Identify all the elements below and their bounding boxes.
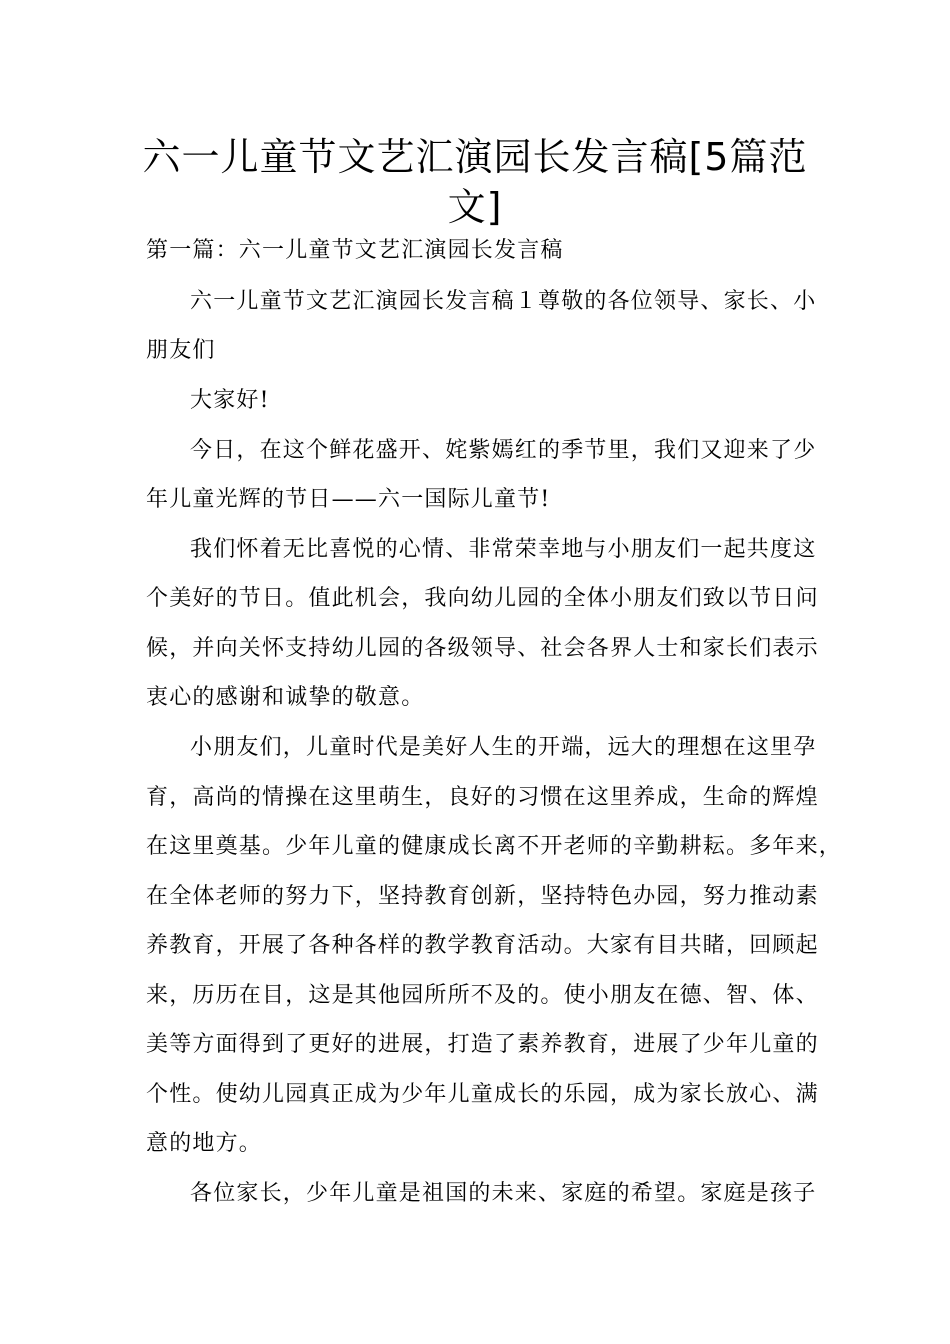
paragraph-line: 年儿童光辉的节日——六一国际儿童节! bbox=[146, 487, 551, 512]
paragraph-line: 养教育，开展了各种各样的教学教育活动。大家有目共睹，回顾起 bbox=[146, 933, 819, 958]
paragraph-line: 在全体老师的努力下，坚持教育创新，坚持特色办园，努力推动素 bbox=[146, 884, 819, 909]
paragraph-line: 个美好的节日。值此机会，我向幼儿园的全体小朋友们致以节日问 bbox=[146, 586, 819, 611]
section-heading: 第一篇：六一儿童节文艺汇演园长发言稿 bbox=[146, 238, 564, 263]
paragraph-line: 小朋友们，儿童时代是美好人生的开端，远大的理想在这里孕 bbox=[190, 735, 817, 760]
paragraph-line: 衷心的感谢和诚挚的敬意。 bbox=[146, 685, 425, 710]
paragraph-line: 美等方面得到了更好的进展，打造了素养教育，进展了少年儿童的 bbox=[146, 1032, 819, 1057]
paragraph-line: 候，并向关怀支持幼儿园的各级领导、社会各界人士和家长们表示 bbox=[146, 636, 819, 661]
document-title-line-2: 文] bbox=[447, 185, 503, 229]
paragraph-line: 意的地方。 bbox=[146, 1131, 263, 1156]
paragraph-line: 育，高尚的情操在这里萌生，良好的习惯在这里养成，生命的辉煌 bbox=[146, 785, 819, 810]
paragraph-line: 在这里奠基。少年儿童的健康成长离不开老师的辛勤耕耘。多年来， bbox=[146, 834, 843, 859]
paragraph-line: 各位家长，少年儿童是祖国的未来、家庭的希望。家庭是孩子 bbox=[190, 1181, 817, 1206]
paragraph-line: 大家好! bbox=[190, 388, 270, 413]
paragraph-line: 我们怀着无比喜悦的心情、非常荣幸地与小朋友们一起共度这 bbox=[190, 537, 817, 562]
paragraph-line: 个性。使幼儿园真正成为少年儿童成长的乐园，成为家长放心、满 bbox=[146, 1082, 819, 1107]
paragraph-line: 六一儿童节文艺汇演园长发言稿１尊敬的各位领导、家长、小 bbox=[190, 289, 817, 314]
paragraph-line: 朋友们 bbox=[146, 338, 216, 363]
document-title-line-1: 六一儿童节文艺汇演园长发言稿[5篇范 bbox=[142, 135, 808, 179]
paragraph-line: 今日，在这个鲜花盛开、姹紫嫣红的季节里，我们又迎来了少 bbox=[190, 438, 817, 463]
paragraph-line: 来，历历在目，这是其他园所所不及的。使小朋友在德、智、体、 bbox=[146, 983, 819, 1008]
